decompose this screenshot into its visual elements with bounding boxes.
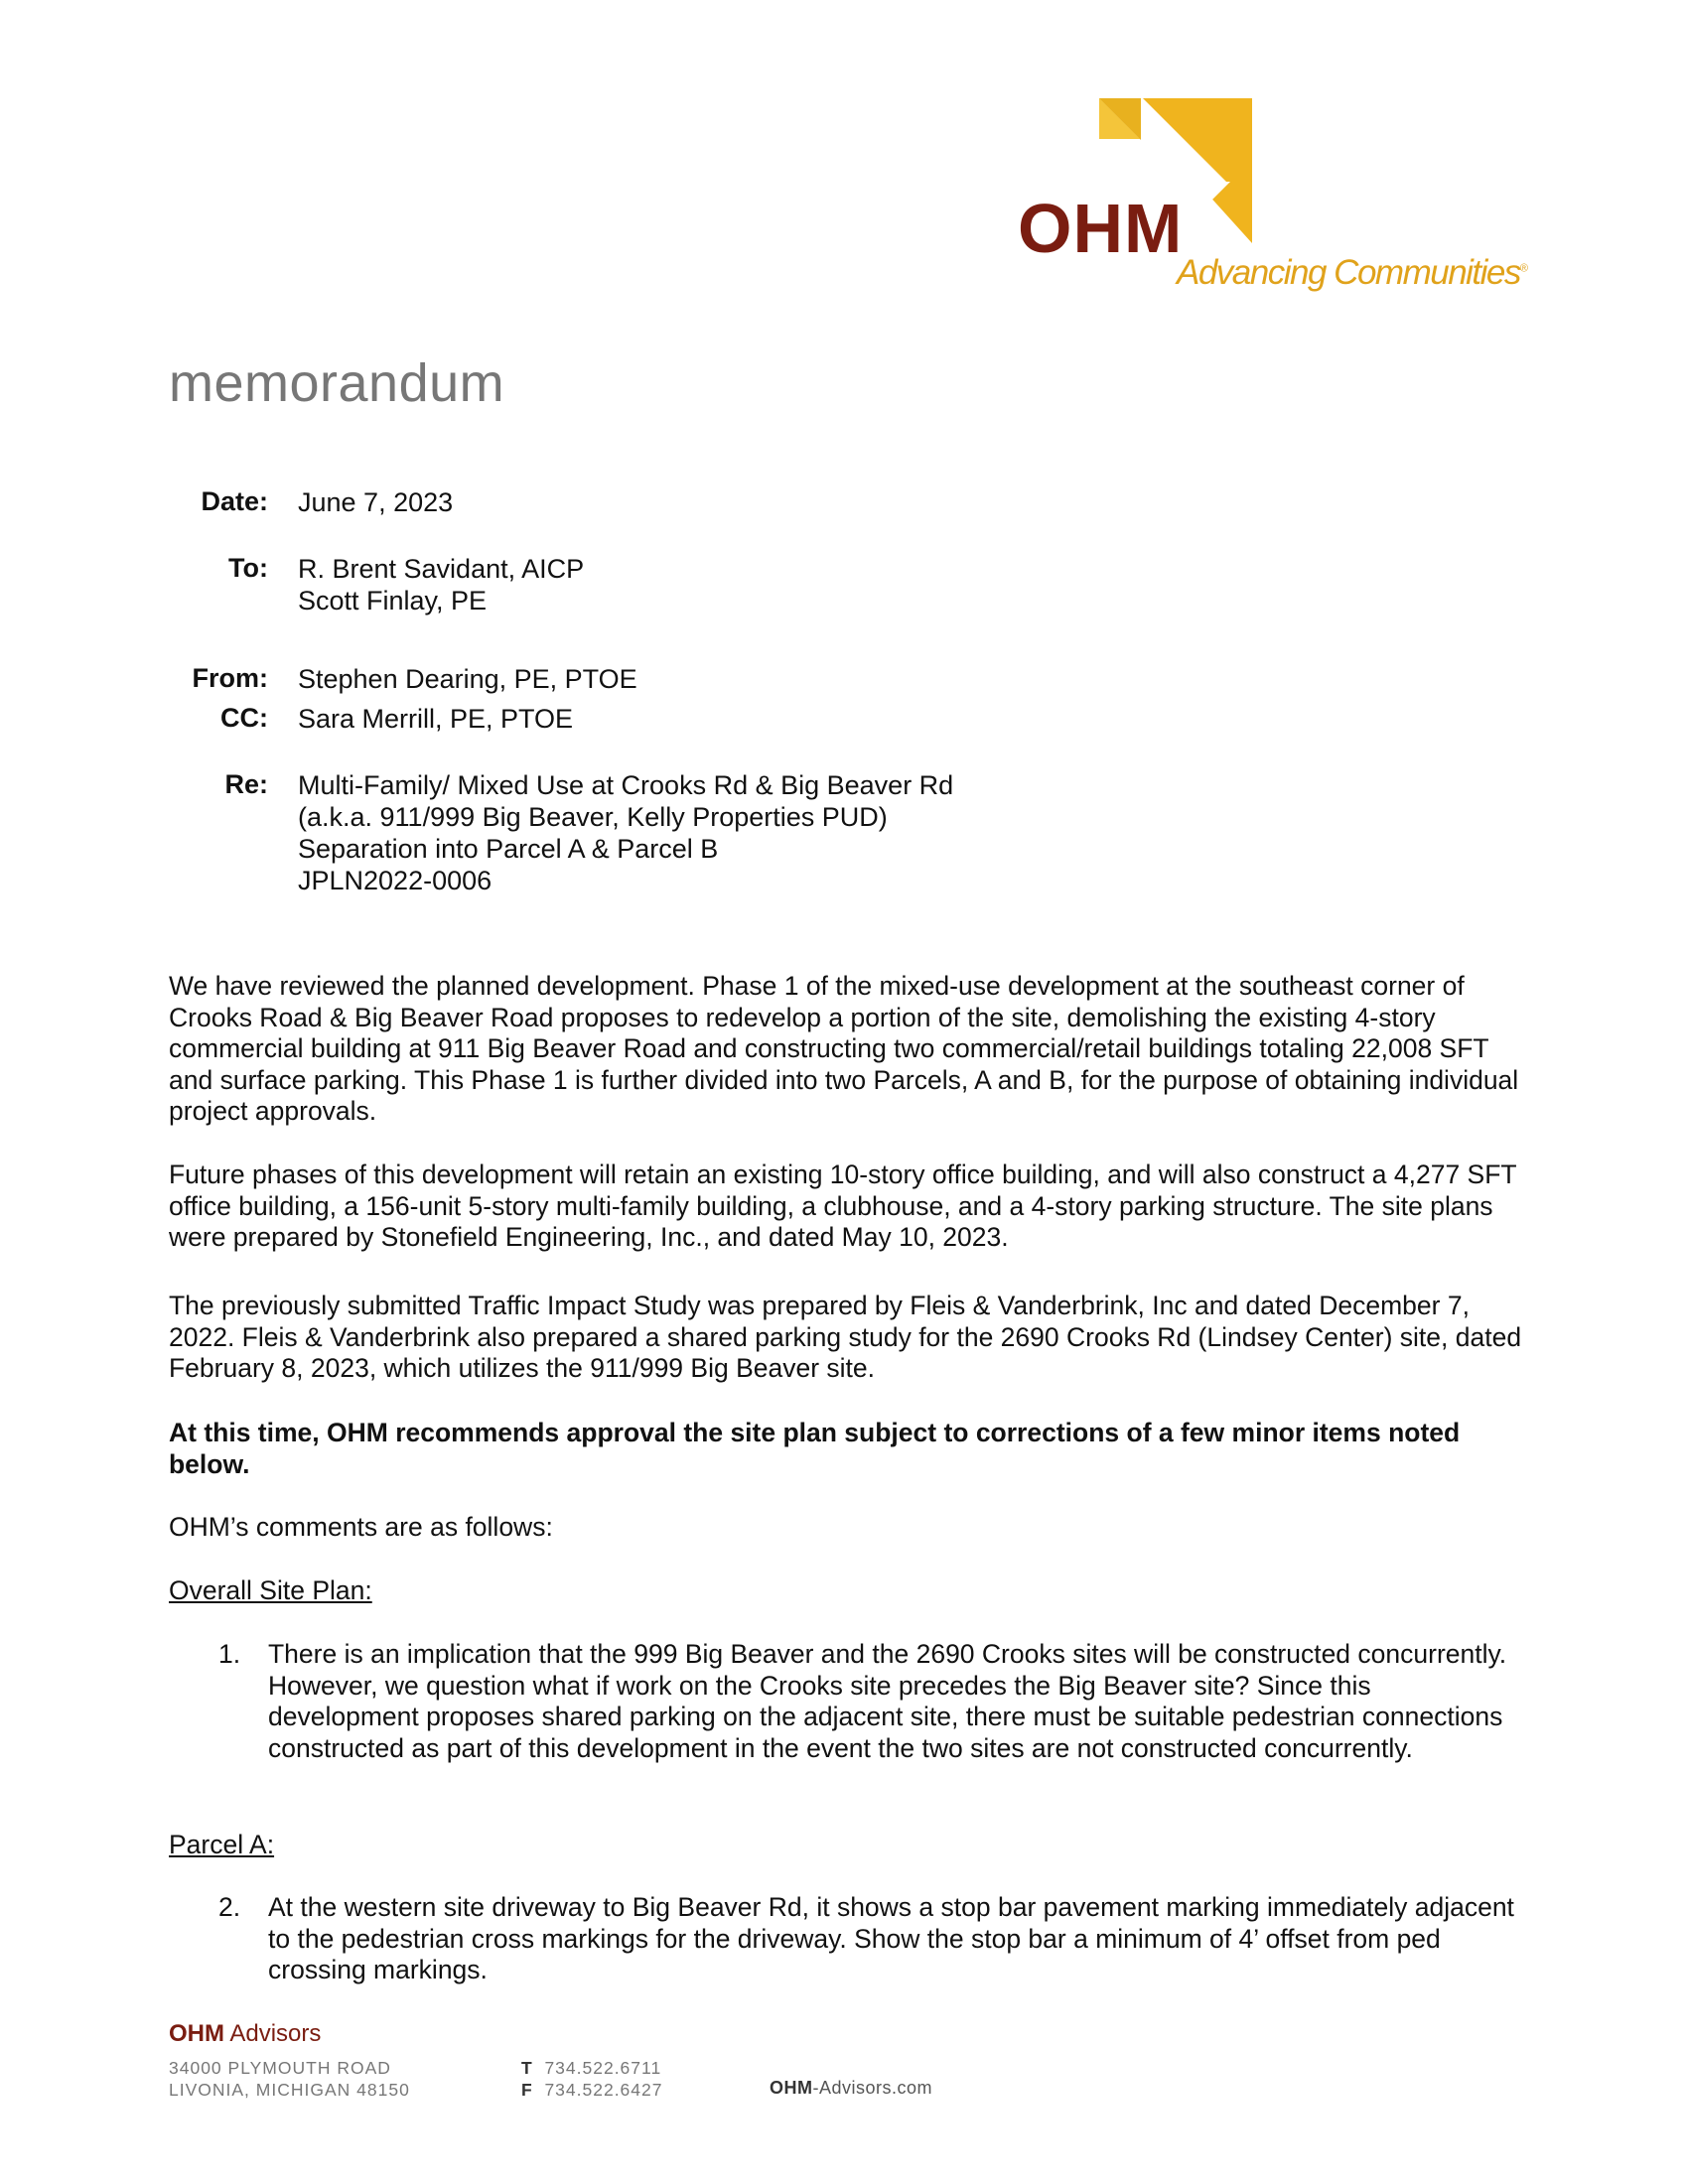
comments-intro: OHM’s comments are as follows: [169,1512,553,1542]
re-line: Separation into Parcel A & Parcel B [298,834,719,864]
cc-value: Sara Merrill, PE, PTOE [298,704,574,734]
cc-label: CC: [220,703,268,733]
document-title: memorandum [169,353,505,413]
to-recipient: Scott Finlay, PE [298,586,488,615]
section-heading-overall-site-plan: Overall Site Plan: [169,1575,372,1605]
re-line: (a.k.a. 911/999 Big Beaver, Kelly Properties PUD) [298,802,888,832]
item-text: At the western site driveway to Big Beaver Rd, it shows a stop bar pavement marking immediately adjacent to the pedestrian cross markings for the driveway. Show the stop bar a minimum of 4’ offset from ped crossing markings. [268,1892,1514,1984]
re-value [298,769,953,896]
footer-address-2: LIVONIA, MICHIGAN 48150 [169,2080,410,2100]
date-label: Date: [201,486,268,516]
logo-wordmark: OHM [1018,190,1184,267]
re-label: Re: [224,769,268,799]
to-recipient: R. Brent Savidant, AICP [298,554,585,584]
to-label: To: [228,553,268,583]
paragraph-2: Future phases of this development will retain an existing 10-story office building, and will also construct a 4,277 SFT office building, a 156-unit 5-story multi-family building, a clubhouse, and a 4-story parking structure. The site plans were prepared by Stonefield Engineering, Inc., and dated May 10, 2023. [169,1160,1517,1252]
item-number: 1. [218,1639,241,1669]
footer-phone: T 734.522.6711 [521,2058,662,2078]
date-value: June 7, 2023 [298,487,454,517]
item-text: There is an implication that the 999 Big Beaver and the 2690 Crooks sites will be constructed concurrently. However, we question what if work on the Crooks site precedes the Big Beaver site? Since this development proposes shared parking on the adjacent site, there must be suitable pedestrian connections constructed as part of this development in the event the two sites are not constructed concurrently. [268,1639,1507,1763]
to-value [298,553,584,616]
footer-fax: F 734.522.6427 [521,2080,663,2100]
footer-address-1: 34000 PLYMOUTH ROAD [169,2058,391,2078]
recommendation: At this time, OHM recommends approval the site plan subject to corrections of a few minor items noted below. [169,1418,1461,1479]
from-label: From: [192,663,268,693]
paragraph-1: We have reviewed the planned development. Phase 1 of the mixed-use development at the southeast corner of Crooks Road & Big Beaver Road proposes to redevelop a portion of the site, demolishing the existing 4-story commercial building at 911 Big Beaver Road and constructing two commercial/retail buildings totaling 22,008 SFT and surface parking. This Phase 1 is further divided into two Parcels, A and B, for the purpose of obtaining individual project approvals. [169,971,1519,1126]
footer-brand: OHM Advisors [169,2020,322,2047]
paragraph-3: The previously submitted Traffic Impact Study was prepared by Fleis & Vanderbrink, Inc and dated December 7, 2022. Fleis & Vanderbrink also prepared a shared parking study for the 2690 Crooks Rd (Lindsey Center) site, dated February 8, 2023, which utilizes the 911/999 Big Beaver site. [169,1291,1522,1383]
re-line: Multi-Family/ Mixed Use at Crooks Rd & Big Beaver Rd [298,770,954,800]
from-value: Stephen Dearing, PE, PTOE [298,664,637,694]
re-line: JPLN2022-0006 [298,866,492,895]
item-number: 2. [218,1892,241,1922]
section-heading-parcel-a: Parcel A: [169,1830,275,1859]
footer-website[interactable]: OHM-Advisors.com [770,2078,933,2098]
company-logo [1018,94,1527,293]
logo-tagline: Advancing Communities® [1177,253,1527,292]
